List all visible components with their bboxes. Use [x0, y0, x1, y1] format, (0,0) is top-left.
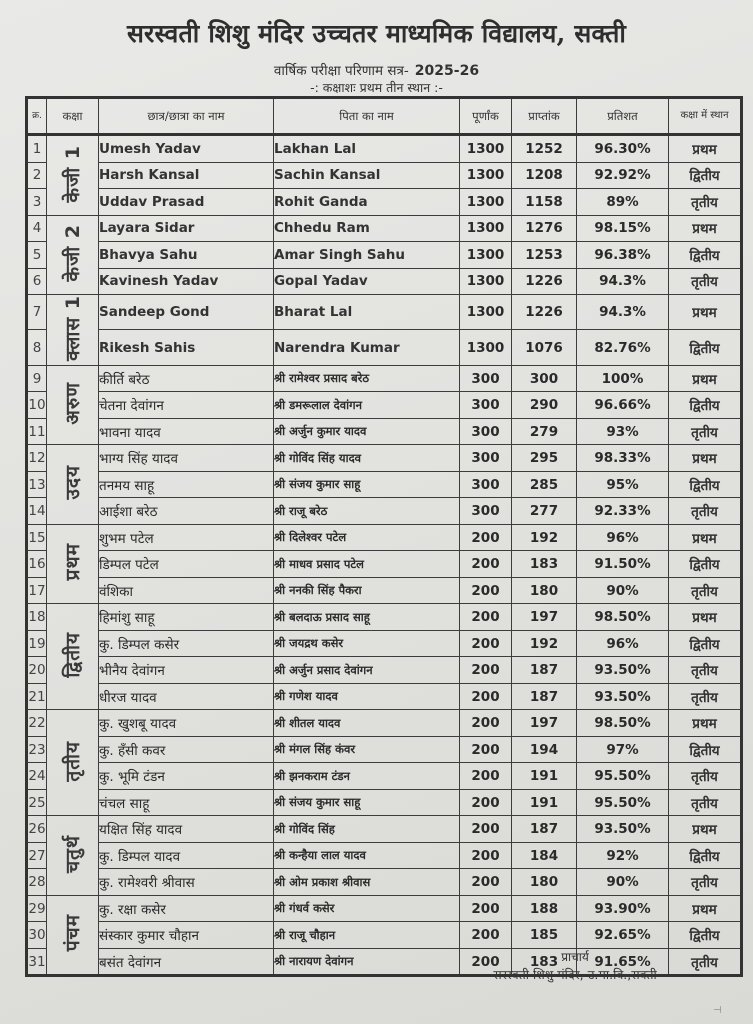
class-label: केजी 2 — [61, 224, 84, 282]
table-row — [27, 242, 742, 269]
class-group-cell — [47, 135, 99, 216]
serial-number: 20 — [27, 657, 47, 684]
exam-session-line — [0, 61, 753, 79]
class-rank: द्वितीय — [669, 330, 742, 365]
percentage: 96% — [577, 524, 669, 551]
class-rank: द्वितीय — [669, 392, 742, 419]
serial-number: 31 — [27, 948, 47, 976]
class-rank: तृतीय — [669, 763, 742, 790]
total-marks: 200 — [460, 869, 512, 896]
student-name: बसंत देवांगन — [99, 948, 274, 976]
obtained-marks: 1226 — [512, 295, 577, 330]
obtained-marks: 1076 — [512, 330, 577, 365]
obtained-marks: 290 — [512, 392, 577, 419]
student-name: कु. रक्षा कसेर — [99, 895, 274, 922]
percentage: 93.50% — [577, 816, 669, 843]
father-name: श्री जयद्रथ कसेर — [274, 630, 460, 657]
percentage: 96% — [577, 630, 669, 657]
table-row — [27, 551, 742, 578]
serial-number: 12 — [27, 445, 47, 472]
student-name: तनमय साहू — [99, 471, 274, 498]
percentage: 95.50% — [577, 763, 669, 790]
class-rank: द्वितीय — [669, 922, 742, 949]
father-name: श्री दिलेश्वर पटेल — [274, 524, 460, 551]
percentage: 95% — [577, 471, 669, 498]
col-header-student-name: छात्र/छात्रा का नाम — [99, 98, 274, 135]
obtained-marks: 180 — [512, 577, 577, 604]
total-marks: 200 — [460, 763, 512, 790]
student-name: Harsh Kansal — [99, 162, 274, 189]
obtained-marks: 197 — [512, 710, 577, 737]
col-header-class-rank: कक्षा में स्थान — [669, 98, 742, 135]
class-group-cell — [47, 710, 99, 816]
father-name: श्री संजय कुमार साहू — [274, 789, 460, 816]
total-marks: 200 — [460, 604, 512, 631]
serial-number: 23 — [27, 736, 47, 763]
serial-number: 22 — [27, 710, 47, 737]
father-name: श्री ओम प्रकाश श्रीवास — [274, 869, 460, 896]
table-row — [27, 471, 742, 498]
serial-number: 30 — [27, 922, 47, 949]
student-name: Layara Sidar — [99, 215, 274, 242]
obtained-marks: 183 — [512, 551, 577, 578]
father-name: श्री मंगल सिंह कंवर — [274, 736, 460, 763]
total-marks: 1300 — [460, 268, 512, 295]
class-rank: प्रथम — [669, 604, 742, 631]
table-row — [27, 869, 742, 896]
total-marks: 1300 — [460, 242, 512, 269]
percentage: 94.3% — [577, 268, 669, 295]
father-name: श्री गोविंद सिंह — [274, 816, 460, 843]
obtained-marks: 180 — [512, 869, 577, 896]
class-rank: प्रथम — [669, 295, 742, 330]
serial-number: 1 — [27, 135, 47, 163]
school-name-heading: सरस्वती शिशु मंदिर उच्चतर माध्यमिक विद्यालय, सक्ती — [126, 19, 627, 48]
obtained-marks: 191 — [512, 763, 577, 790]
father-name: श्री राजू चौहान — [274, 922, 460, 949]
total-marks: 200 — [460, 577, 512, 604]
class-rank: तृतीय — [669, 869, 742, 896]
class-label: द्वितीय — [61, 632, 84, 678]
serial-number: 26 — [27, 816, 47, 843]
table-row — [27, 392, 742, 419]
percentage: 98.15% — [577, 215, 669, 242]
father-name: श्री नारायण देवांगन — [274, 948, 460, 976]
serial-number: 7 — [27, 295, 47, 330]
student-name: हिमांशु साहू — [99, 604, 274, 631]
student-name: Rikesh Sahis — [99, 330, 274, 365]
table-row — [27, 630, 742, 657]
student-name: चंचल साहू — [99, 789, 274, 816]
class-rank: प्रथम — [669, 895, 742, 922]
student-name: भाग्य सिंह यादव — [99, 445, 274, 472]
table-row — [27, 683, 742, 710]
col-header-percentage: प्रतिशत — [577, 98, 669, 135]
student-name: वंशिका — [99, 577, 274, 604]
table-row — [27, 365, 742, 392]
total-marks: 200 — [460, 630, 512, 657]
class-rank: तृतीय — [669, 657, 742, 684]
class-rank: प्रथम — [669, 135, 742, 163]
class-rank: तृतीय — [669, 577, 742, 604]
table-header-row — [27, 98, 742, 135]
percentage: 92.65% — [577, 922, 669, 949]
serial-number: 14 — [27, 498, 47, 525]
percentage: 93.50% — [577, 657, 669, 684]
total-marks: 300 — [460, 365, 512, 392]
col-header-father-name: पिता का नाम — [274, 98, 460, 135]
obtained-marks: 194 — [512, 736, 577, 763]
class-rank: तृतीय — [669, 268, 742, 295]
class-rank: तृतीय — [669, 498, 742, 525]
class-group-cell — [47, 295, 99, 366]
class-group-cell — [47, 365, 99, 445]
table-row — [27, 295, 742, 330]
class-group-cell — [47, 215, 99, 295]
percentage: 96.30% — [577, 135, 669, 163]
father-name: Sachin Kansal — [274, 162, 460, 189]
percentage: 94.3% — [577, 295, 669, 330]
class-rank: तृतीय — [669, 683, 742, 710]
total-marks: 200 — [460, 736, 512, 763]
obtained-marks: 285 — [512, 471, 577, 498]
student-name: कु. खुशबू यादव — [99, 710, 274, 737]
serial-number: 6 — [27, 268, 47, 295]
table-row — [27, 763, 742, 790]
student-name: Bhavya Sahu — [99, 242, 274, 269]
total-marks: 1300 — [460, 162, 512, 189]
total-marks: 1300 — [460, 135, 512, 163]
institution-name: सरस्वती शिशु मंदिर, उ.मा.वि.,सक्ती — [493, 967, 657, 982]
class-rank: द्वितीय — [669, 736, 742, 763]
total-marks: 300 — [460, 471, 512, 498]
student-name: भावना यादव — [99, 418, 274, 445]
serial-number: 17 — [27, 577, 47, 604]
class-label: अरुण — [61, 381, 84, 425]
total-marks: 200 — [460, 683, 512, 710]
student-name: डिम्पल पटेल — [99, 551, 274, 578]
percentage: 91.50% — [577, 551, 669, 578]
obtained-marks: 184 — [512, 842, 577, 869]
obtained-marks: 187 — [512, 657, 577, 684]
percentage: 98.33% — [577, 445, 669, 472]
total-marks: 200 — [460, 922, 512, 949]
obtained-marks: 191 — [512, 789, 577, 816]
percentage: 97% — [577, 736, 669, 763]
percentage: 90% — [577, 869, 669, 896]
session-year: 2025-26 — [414, 63, 480, 79]
table-row — [27, 789, 742, 816]
table-row — [27, 418, 742, 445]
percentage: 82.76% — [577, 330, 669, 365]
father-name: Gopal Yadav — [274, 268, 460, 295]
obtained-marks: 187 — [512, 683, 577, 710]
exam-label: वार्षिक परीक्षा परिणाम सत्र- — [273, 63, 409, 79]
father-name: श्री कन्हैया लाल यादव — [274, 842, 460, 869]
class-rank: द्वितीय — [669, 471, 742, 498]
student-name: धीरज यादव — [99, 683, 274, 710]
class-label: क्लास 1 — [61, 295, 84, 361]
col-header-serial: क्र. — [27, 98, 47, 135]
student-name: Sandeep Gond — [99, 295, 274, 330]
class-rank: प्रथम — [669, 445, 742, 472]
student-name: शुभम पटेल — [99, 524, 274, 551]
class-group-cell — [47, 895, 99, 976]
total-marks: 200 — [460, 710, 512, 737]
obtained-marks: 197 — [512, 604, 577, 631]
serial-number: 2 — [27, 162, 47, 189]
total-marks: 300 — [460, 418, 512, 445]
serial-number: 11 — [27, 418, 47, 445]
table-row — [27, 577, 742, 604]
father-name: श्री माधव प्रसाद पटेल — [274, 551, 460, 578]
student-name: कु. रामेश्वरी श्रीवास — [99, 869, 274, 896]
father-name: श्री ननकी सिंह पैकरा — [274, 577, 460, 604]
class-rank: तृतीय — [669, 189, 742, 216]
obtained-marks: 1158 — [512, 189, 577, 216]
class-rank: प्रथम — [669, 365, 742, 392]
student-name: Kavinesh Yadav — [99, 268, 274, 295]
total-marks: 200 — [460, 657, 512, 684]
total-marks: 200 — [460, 816, 512, 843]
table-row — [27, 710, 742, 737]
obtained-marks: 185 — [512, 922, 577, 949]
corner-mark: ⊣ — [713, 1005, 722, 1016]
student-name: कु. भूमि टंडन — [99, 763, 274, 790]
father-name: Amar Singh Sahu — [274, 242, 460, 269]
total-marks: 300 — [460, 392, 512, 419]
total-marks: 200 — [460, 842, 512, 869]
total-marks: 200 — [460, 895, 512, 922]
total-marks: 1300 — [460, 330, 512, 365]
col-header-class: कक्षा — [47, 98, 99, 135]
serial-number: 25 — [27, 789, 47, 816]
class-label: चतुर्थ — [61, 834, 84, 873]
percentage: 91.65% — [577, 948, 669, 976]
total-marks: 200 — [460, 789, 512, 816]
percentage: 93% — [577, 418, 669, 445]
total-marks: 1300 — [460, 189, 512, 216]
father-name: श्री गणेश यादव — [274, 683, 460, 710]
serial-number: 5 — [27, 242, 47, 269]
total-marks: 1300 — [460, 295, 512, 330]
percentage: 92% — [577, 842, 669, 869]
class-group-cell — [47, 445, 99, 525]
serial-number: 18 — [27, 604, 47, 631]
serial-number: 4 — [27, 215, 47, 242]
student-name: चेतना देवांगन — [99, 392, 274, 419]
serial-number: 16 — [27, 551, 47, 578]
percentage: 92.33% — [577, 498, 669, 525]
student-name: कु. हँसी कवर — [99, 736, 274, 763]
percentage: 98.50% — [577, 604, 669, 631]
student-name: कु. डिम्पल कसेर — [99, 630, 274, 657]
col-header-total-marks: पूर्णांक — [460, 98, 512, 135]
signature-block — [440, 948, 710, 984]
obtained-marks: 1252 — [512, 135, 577, 163]
obtained-marks: 192 — [512, 524, 577, 551]
father-name: Narendra Kumar — [274, 330, 460, 365]
table-row — [27, 215, 742, 242]
student-name: Uddav Prasad — [99, 189, 274, 216]
percentage: 89% — [577, 189, 669, 216]
class-label: केजी 1 — [61, 144, 84, 202]
table-row — [27, 268, 742, 295]
subtitle: -: कक्षाशः प्रथम तीन स्थान :- — [310, 80, 443, 95]
serial-number: 9 — [27, 365, 47, 392]
father-name: Lakhan Lal — [274, 135, 460, 163]
father-name: श्री गोविंद सिंह यादव — [274, 445, 460, 472]
table-row — [27, 524, 742, 551]
father-name: श्री अर्जुन प्रसाद देवांगन — [274, 657, 460, 684]
obtained-marks: 300 — [512, 365, 577, 392]
serial-number: 28 — [27, 869, 47, 896]
student-name: संस्कार कुमार चौहान — [99, 922, 274, 949]
percentage: 98.50% — [577, 710, 669, 737]
obtained-marks: 192 — [512, 630, 577, 657]
student-name: Umesh Yadav — [99, 135, 274, 163]
father-name: श्री रामेश्वर प्रसाद बरेठ — [274, 365, 460, 392]
obtained-marks: 1226 — [512, 268, 577, 295]
serial-number: 29 — [27, 895, 47, 922]
class-group-cell — [47, 816, 99, 896]
student-name: कु. डिम्पल यादव — [99, 842, 274, 869]
table-row — [27, 162, 742, 189]
class-rank: तृतीय — [669, 418, 742, 445]
table-row — [27, 736, 742, 763]
class-group-cell — [47, 524, 99, 604]
table-row — [27, 816, 742, 843]
class-rank: द्वितीय — [669, 242, 742, 269]
class-rank: तृतीय — [669, 948, 742, 976]
student-name: आईशा बरेठ — [99, 498, 274, 525]
table-row — [27, 498, 742, 525]
principal-designation: प्राचार्य — [561, 950, 589, 964]
class-rank: प्रथम — [669, 816, 742, 843]
class-rank: द्वितीय — [669, 842, 742, 869]
father-name: श्री अर्जुन कुमार यादव — [274, 418, 460, 445]
serial-number: 3 — [27, 189, 47, 216]
father-name: श्री संजय कुमार साहू — [274, 471, 460, 498]
obtained-marks: 183 — [512, 948, 577, 976]
serial-number: 27 — [27, 842, 47, 869]
table-row — [27, 445, 742, 472]
class-rank: द्वितीय — [669, 630, 742, 657]
class-label: उदय — [61, 465, 84, 500]
percentage: 95.50% — [577, 789, 669, 816]
obtained-marks: 279 — [512, 418, 577, 445]
table-row — [27, 135, 742, 163]
serial-number: 21 — [27, 683, 47, 710]
father-name: श्री गंधर्व कसेर — [274, 895, 460, 922]
class-rank: द्वितीय — [669, 162, 742, 189]
father-name: Rohit Ganda — [274, 189, 460, 216]
total-marks: 200 — [460, 551, 512, 578]
obtained-marks: 1208 — [512, 162, 577, 189]
percentage: 96.38% — [577, 242, 669, 269]
total-marks: 200 — [460, 524, 512, 551]
student-name: यक्षित सिंह यादव — [99, 816, 274, 843]
class-rank: प्रथम — [669, 710, 742, 737]
obtained-marks: 277 — [512, 498, 577, 525]
serial-number: 24 — [27, 763, 47, 790]
percentage: 96.66% — [577, 392, 669, 419]
serial-number: 10 — [27, 392, 47, 419]
class-group-cell — [47, 604, 99, 710]
class-rank: तृतीय — [669, 789, 742, 816]
class-rank: प्रथम — [669, 215, 742, 242]
total-marks: 300 — [460, 498, 512, 525]
serial-number: 15 — [27, 524, 47, 551]
results-table-body — [27, 135, 742, 976]
class-rank: द्वितीय — [669, 551, 742, 578]
table-row — [27, 842, 742, 869]
father-name: श्री शीतल यादव — [274, 710, 460, 737]
class-label: तृतीय — [61, 740, 84, 782]
table-row — [27, 189, 742, 216]
obtained-marks: 295 — [512, 445, 577, 472]
table-row — [27, 895, 742, 922]
obtained-marks: 1253 — [512, 242, 577, 269]
obtained-marks: 1276 — [512, 215, 577, 242]
class-label: पंचम — [61, 914, 84, 952]
serial-number: 13 — [27, 471, 47, 498]
student-name: भीनैय देवांगन — [99, 657, 274, 684]
serial-number: 8 — [27, 330, 47, 365]
table-row — [27, 922, 742, 949]
table-row — [27, 657, 742, 684]
father-name: श्री राजू बरेठ — [274, 498, 460, 525]
class-label: प्रथम — [61, 543, 84, 581]
father-name: श्री बलदाऊ प्रसाद साहू — [274, 604, 460, 631]
table-row — [27, 604, 742, 631]
total-marks: 300 — [460, 445, 512, 472]
percentage: 92.92% — [577, 162, 669, 189]
total-marks: 200 — [460, 948, 512, 976]
obtained-marks: 188 — [512, 895, 577, 922]
percentage: 100% — [577, 365, 669, 392]
student-name: कीर्ति बरेठ — [99, 365, 274, 392]
table-row — [27, 330, 742, 365]
percentage: 93.50% — [577, 683, 669, 710]
percentage: 90% — [577, 577, 669, 604]
father-name: श्री झनकराम टंडन — [274, 763, 460, 790]
results-table — [25, 96, 743, 977]
father-name: श्री डमरूलाल देवांगन — [274, 392, 460, 419]
serial-number: 19 — [27, 630, 47, 657]
col-header-obtained-marks: प्राप्तांक — [512, 98, 577, 135]
father-name: Chhedu Ram — [274, 215, 460, 242]
total-marks: 1300 — [460, 215, 512, 242]
obtained-marks: 187 — [512, 816, 577, 843]
percentage: 93.90% — [577, 895, 669, 922]
father-name: Bharat Lal — [274, 295, 460, 330]
class-rank: प्रथम — [669, 524, 742, 551]
